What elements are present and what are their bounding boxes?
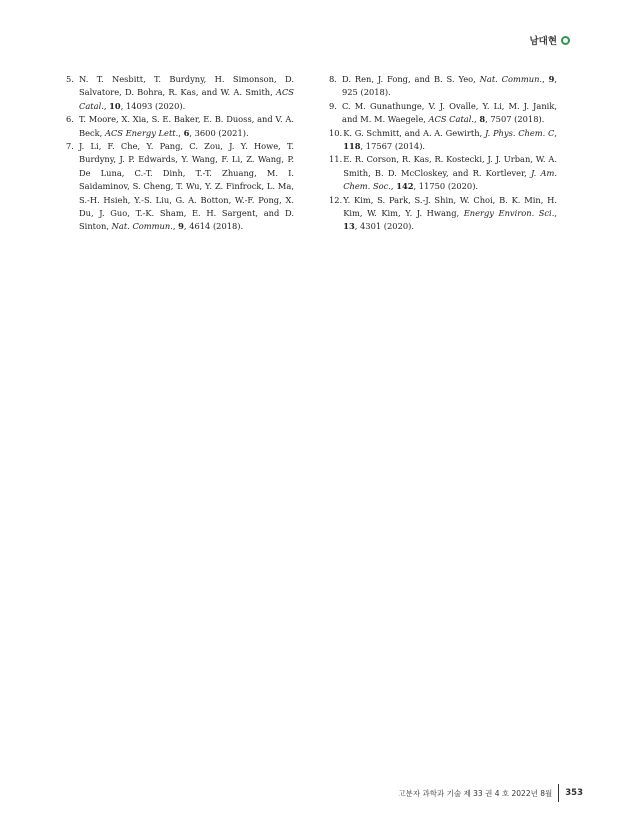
reference-item [329,127,557,154]
citation-text: J. Li, F. Che, Y. Pang, C. Zou, J. Y. Howe, T. Burdyny, J. P. Edwards, Y. Wang, F. Li, Z. Wang, P. De Luna, C.-T. Dinh, T.-T. Zhuang, M. I. Saidaminov, S. Cheng, T. Wu, Y. Z. Finfrock, L. Ma, S.-H. Hsieh, Y.-S. Liu, G. A. Botton, W.-F. Pong, X. Du, J. Guo, T.-K. Sham, E. H. Sargent, and D. Sinton, [79,141,294,232]
author-name: 남대현 [529,36,557,47]
citation-text: , 4301 (2020). [354,221,415,232]
reference-number: 9. [329,100,337,111]
citation-text: , [554,127,557,138]
reference-number: 10. [329,127,343,138]
citation-text: , [390,181,397,192]
citation-text: , 11750 (2020). [413,181,479,192]
citation-text: Y. Kim, S. Park, S.-J. Shin, W. Choi, B. K. Min, H. Kim, W. Kim, Y. J. Hwang, [343,194,557,219]
citation-text: , [178,127,184,138]
journal-name: Nat. Commun. [479,74,543,84]
reference-item [329,73,557,100]
reference-item [66,113,294,140]
citation-text: , [474,114,480,125]
volume-number: 9 [178,221,184,232]
reference-number: 5. [66,74,74,84]
reference-number: 12. [329,194,343,205]
citation-text: , [172,221,179,232]
volume-number: 142 [396,181,414,192]
citation-text: D. Ren, J. Fong, and B. S. Yeo, [342,74,480,84]
journal-name: ACS Catal. [428,114,475,125]
volume-number: 9 [548,74,555,84]
citation-text: T. Moore, X. Xia, S. E. Baker, E. B. Duoss, and V. A. Beck, [79,114,294,138]
journal-name: ACS Catal. [79,87,294,111]
running-header-author [529,33,570,47]
volume-number: 6 [183,127,190,138]
citation-text: N. T. Nesbitt, T. Burdyny, H. Simonson, D. Salvatore, D. Bohra, R. Kas, and W. A. Smith, [79,74,294,98]
volume-number: 118 [343,141,361,152]
citation-text: , [542,74,549,84]
page-number: 353 [565,788,583,798]
volume-number: 13 [343,221,355,232]
reference-text [342,73,557,100]
journal-name: ACS Energy Lett. [104,127,179,138]
reference-item [66,140,294,234]
reference-number: 11. [329,154,343,165]
green-circle-icon [561,36,570,45]
footer-divider [558,784,559,802]
volume-number: 8 [479,114,486,125]
reference-number: 8. [329,74,337,84]
page-footer [398,784,583,802]
citation-text: , 7507 (2018). [485,114,545,125]
reference-item [329,153,557,193]
reference-text [342,100,557,127]
citation-text: , 925 (2018). [342,74,558,98]
journal-info: 고분자 과학과 기술 제 33 권 4 호 2022년 8월 [398,788,553,798]
journal-name: J. Phys. Chem. C [484,127,555,138]
citation-text: , 14093 (2020). [120,100,186,111]
citation-text: C. M. Gunathunge, V. J. Ovalle, Y. Li, M. J. Janik, and M. M. Waegele, [342,100,557,125]
reference-text [79,140,294,234]
reference-text [79,113,294,140]
reference-number: 6. [66,114,74,125]
citation-text: , [103,100,110,111]
reference-item [329,194,557,234]
reference-list-right [329,73,557,234]
reference-number: 7. [66,141,74,152]
reference-list-left [66,73,294,234]
citation-text: K. G. Schmitt, and A. A. Gewirth, [343,127,485,138]
volume-number: 10 [109,100,121,111]
reference-item [329,100,557,127]
citation-text: , [554,208,557,219]
journal-name: J. Am. Chem. Soc. [343,167,557,192]
citation-text: , 3600 (2021). [189,127,249,138]
reference-text [343,194,557,234]
citation-text: , 17567 (2014). [360,141,426,152]
journal-name: Energy Environ. Sci. [463,208,555,219]
reference-text [343,127,557,154]
reference-item [66,73,294,113]
reference-text [343,153,557,193]
reference-text [79,73,294,113]
citation-text: E. R. Corson, R. Kas, R. Kostecki, J. J. Urban, W. A. Smith, B. D. McCloskey, and R. Kortlever, [343,154,557,178]
citation-text: , 4614 (2018). [183,221,244,232]
journal-name: Nat. Commun. [111,221,173,232]
